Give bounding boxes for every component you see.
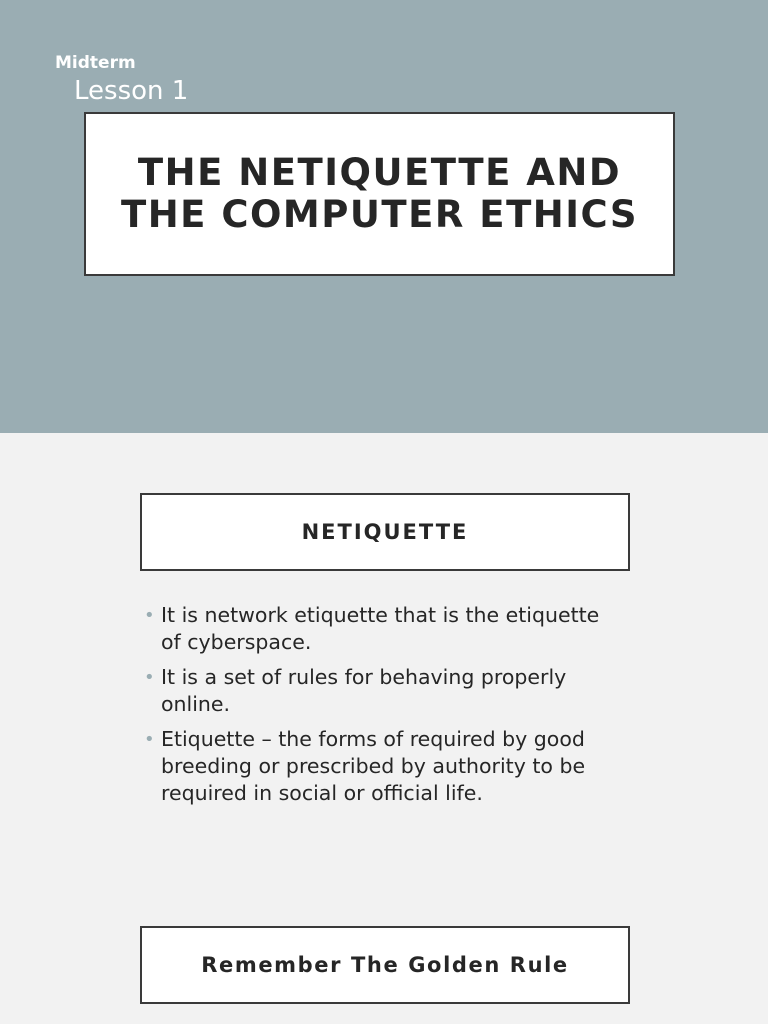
- bullet-text: It is a set of rules for behaving properly online.: [161, 665, 567, 716]
- list-item: [143, 664, 613, 718]
- bullet-text: Etiquette – the forms of required by good breeding or prescribed by authority to be required in social or official life.: [161, 727, 586, 805]
- list-item: [143, 726, 613, 807]
- kicker-label: Midterm: [55, 53, 136, 73]
- title-box: [84, 112, 675, 276]
- section-heading-golden-rule: Remember The Golden Rule: [140, 926, 630, 1004]
- page-title: [121, 152, 638, 236]
- bullet-text: It is network etiquette that is the etiquette of cyberspace.: [161, 603, 600, 654]
- bullet-icon: •: [144, 605, 155, 626]
- lesson-label: Lesson 1: [74, 76, 189, 106]
- bullet-icon: •: [144, 729, 155, 750]
- title-banner: [0, 0, 768, 433]
- title-line-1: THE NETIQUETTE AND: [137, 151, 622, 194]
- section-heading-netiquette: NETIQUETTE: [140, 493, 630, 571]
- bullet-list: [143, 602, 613, 815]
- title-line-2: THE COMPUTER ETHICS: [120, 193, 639, 236]
- bullet-icon: •: [144, 667, 155, 688]
- list-item: [143, 602, 613, 656]
